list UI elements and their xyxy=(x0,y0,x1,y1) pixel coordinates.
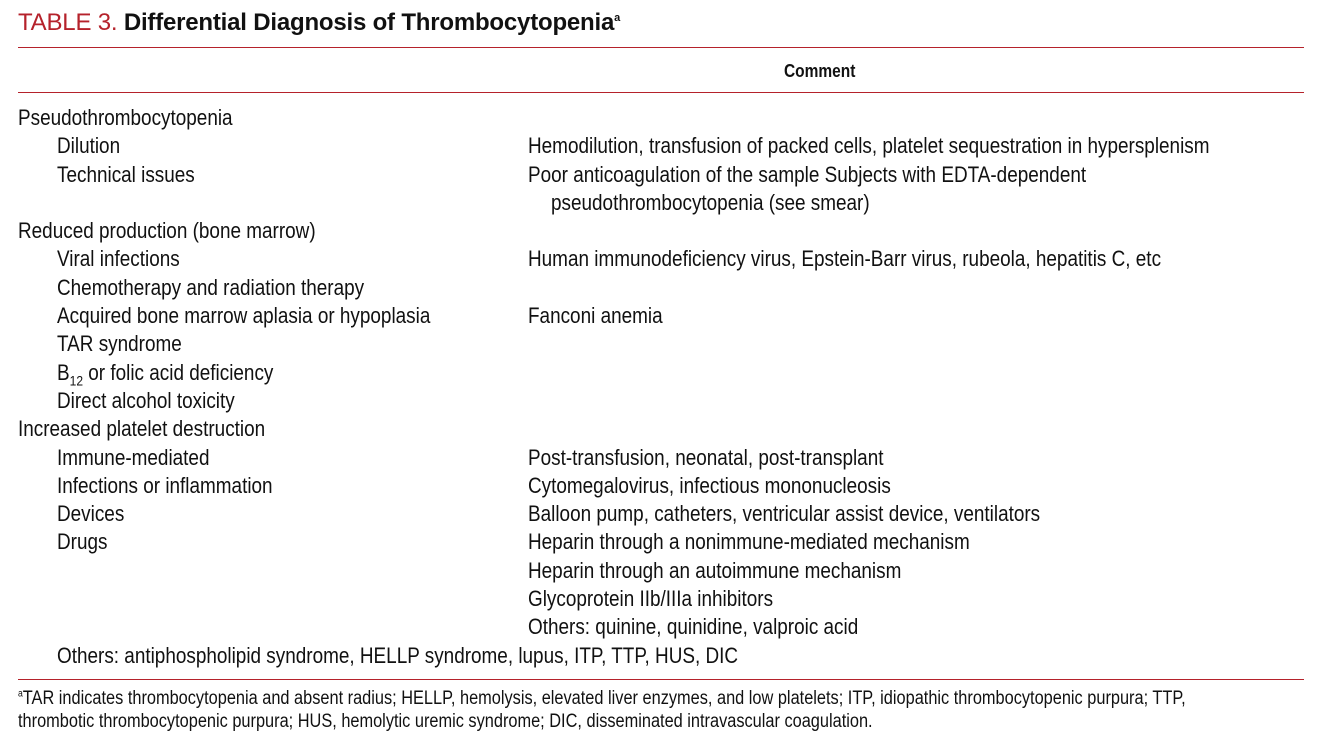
comment-cell: Human immunodeficiency virus, Epstein-Barr virus, rubeola, hepatitis C, etc xyxy=(528,246,1162,272)
cause-cell: Viral infections xyxy=(57,246,180,272)
table-row xyxy=(18,557,1304,585)
category-cell: Reduced production (bone marrow) xyxy=(18,218,316,244)
footnote-line-2: thrombotic thrombocytopenic purpura; HUS, hemolytic uremic syndrome; DIC, disseminated intravascular coagulation. xyxy=(18,711,873,732)
table-row xyxy=(18,585,1304,613)
cause-suffix: or folic acid deficiency xyxy=(83,359,274,385)
footnote-text-1: TAR indicates thrombocytopenia and absent radius; HELLP, hemolysis, elevated liver enzymes, and low platelets; ITP, idiopathic thrombocytopenic purpura; TTP, xyxy=(22,688,1186,709)
comment-cell: Poor anticoagulation of the sample Subjects with EDTA-dependent xyxy=(528,161,1087,187)
table-row-category xyxy=(18,217,1304,245)
bottom-rule xyxy=(18,679,1304,680)
comment-cell: Others: quinine, quinidine, valproic acid xyxy=(528,614,859,640)
cause-cell: Immune-mediated xyxy=(57,444,210,470)
category-cell: Pseudothrombocytopenia xyxy=(18,105,233,130)
top-rule xyxy=(18,47,1304,48)
cause-cell: Technical issues xyxy=(57,161,195,187)
table-row xyxy=(18,613,1304,641)
table-title-text: Differential Diagnosis of Thrombocytopenia xyxy=(123,9,615,36)
table-row xyxy=(18,387,1304,415)
comment-cell: Balloon pump, catheters, ventricular assist device, ventilators xyxy=(528,501,1041,527)
cause-cell: TAR syndrome xyxy=(57,331,182,357)
table-row xyxy=(18,444,1304,472)
header-rule xyxy=(18,92,1304,93)
table-title xyxy=(18,9,620,37)
cause-cell: Acquired bone marrow aplasia or hypoplasia xyxy=(57,303,431,329)
table-row xyxy=(18,472,1304,500)
table-row-continuation xyxy=(18,189,1304,217)
cause-prefix: B xyxy=(57,359,70,385)
footnote-line-1 xyxy=(18,687,1308,710)
comment-cell: Glycoprotein IIb/IIIa inhibitors xyxy=(528,586,774,612)
comment-cell: Heparin through an autoimmune mechanism xyxy=(528,557,902,583)
cause-cell xyxy=(57,359,273,387)
footnote-marker: a xyxy=(18,688,23,700)
table-row-category xyxy=(18,415,1304,443)
table-number: TABLE 3. xyxy=(18,9,118,36)
table-row xyxy=(18,245,1304,273)
cause-cell: Drugs xyxy=(57,529,108,555)
cause-cell: Devices xyxy=(57,501,125,527)
cause-cell: Others: antiphospholipid syndrome, HELLP syndrome, lupus, ITP, TTP, HUS, DIC xyxy=(57,642,739,668)
table-row-category xyxy=(18,104,1304,132)
comment-cell: Post-transfusion, neonatal, post-transplant xyxy=(528,444,884,470)
comment-cell: Fanconi anemia xyxy=(528,303,663,329)
table-row xyxy=(18,642,1304,670)
table-row xyxy=(18,500,1304,528)
table-row xyxy=(18,528,1304,556)
cause-cell: Dilution xyxy=(57,133,121,159)
table-row xyxy=(18,274,1304,302)
column-header-comment: Comment xyxy=(784,61,856,81)
table-footnote xyxy=(18,687,1308,733)
cause-cell: Direct alcohol toxicity xyxy=(57,387,235,413)
table-body xyxy=(18,104,1304,670)
table-row xyxy=(18,161,1304,189)
comment-cell-continuation: pseudothrombocytopenia (see smear) xyxy=(551,189,870,215)
table-row xyxy=(18,132,1304,160)
cause-cell: Chemotherapy and radiation therapy xyxy=(57,274,365,300)
comment-cell: Heparin through a nonimmune-mediated mechanism xyxy=(528,529,970,555)
category-cell: Increased platelet destruction xyxy=(18,416,266,442)
comment-cell: Hemodilution, transfusion of packed cells, platelet sequestration in hypersplenism xyxy=(528,133,1210,159)
table-row xyxy=(18,330,1304,358)
cause-cell: Infections or inflammation xyxy=(57,472,273,498)
table-row xyxy=(18,359,1304,387)
title-footnote-marker: a xyxy=(614,12,621,24)
comment-cell: Cytomegalovirus, infectious mononucleosis xyxy=(528,472,891,498)
table-row xyxy=(18,302,1304,330)
cause-subscript: 12 xyxy=(69,372,84,389)
table-document xyxy=(18,0,1304,743)
